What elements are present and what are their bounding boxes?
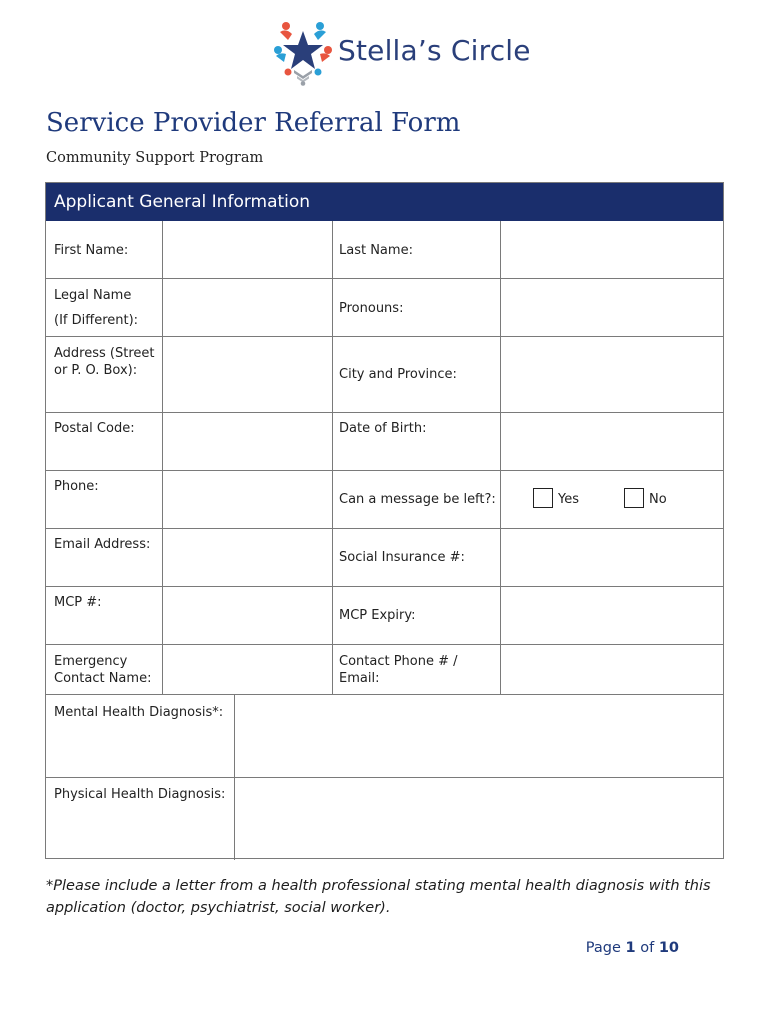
sin-input[interactable] (501, 529, 723, 586)
yes-checkbox[interactable] (533, 488, 553, 508)
brand-logo (272, 20, 531, 86)
legal-name-input[interactable] (163, 279, 332, 336)
column-divider (332, 221, 333, 694)
mcp-label: MCP #: (54, 595, 102, 610)
city-province-input[interactable] (501, 337, 723, 412)
date-of-birth-label: Date of Birth: (339, 421, 427, 436)
page-subtitle: Community Support Program (46, 150, 264, 166)
contact-phone-label-note: Email: (339, 671, 380, 686)
row-divider (46, 470, 723, 471)
footnote-line-2: application (doctor, psychiatrist, social worker). (46, 900, 391, 916)
first-name-input[interactable] (163, 222, 332, 278)
legal-name-label-note: (If Different): (54, 313, 139, 328)
emergency-contact-input[interactable] (163, 645, 332, 694)
postal-code-label: Postal Code: (54, 421, 135, 436)
city-province-label: City and Province: (339, 367, 457, 382)
applicant-form (45, 182, 724, 859)
mcp-input[interactable] (163, 587, 332, 644)
emergency-contact-label-note: Contact Name: (54, 671, 152, 686)
message-left-label: Can a message be left?: (339, 492, 496, 507)
address-input[interactable] (163, 337, 332, 412)
emergency-contact-label: Emergency (54, 654, 128, 669)
no-label: No (649, 492, 667, 507)
email-input[interactable] (163, 529, 332, 586)
last-name-input[interactable] (501, 222, 723, 278)
pronouns-input[interactable] (501, 279, 723, 336)
page-prefix: Page (585, 940, 626, 956)
phone-input[interactable] (163, 471, 332, 528)
physical-health-label: Physical Health Diagnosis: (54, 787, 226, 802)
section-header: Applicant General Information (46, 183, 723, 221)
footnote (46, 875, 736, 919)
mcp-expiry-input[interactable] (501, 587, 723, 644)
mental-health-label: Mental Health Diagnosis*: (54, 705, 224, 720)
first-name-label: First Name: (54, 243, 129, 258)
footnote-line-1: *Please include a letter from a health professional stating mental health diagnosis with this (46, 878, 711, 894)
physical-health-input[interactable] (235, 778, 723, 858)
page-title: Service Provider Referral Form (46, 108, 461, 138)
no-checkbox[interactable] (624, 488, 644, 508)
phone-label: Phone: (54, 479, 99, 494)
contact-phone-label: Contact Phone # / (339, 654, 458, 669)
yes-label: Yes (558, 492, 579, 507)
page-total: 10 (658, 940, 679, 956)
postal-code-input[interactable] (163, 413, 332, 470)
last-name-label: Last Name: (339, 243, 413, 258)
page-number (586, 940, 679, 956)
brand-name: Stella’s Circle (338, 34, 531, 67)
sin-label: Social Insurance #: (339, 550, 465, 565)
contact-phone-input[interactable] (501, 645, 723, 694)
address-label-note: or P. O. Box): (54, 363, 138, 378)
address-label: Address (Street (54, 346, 155, 361)
legal-name-label: Legal Name (54, 288, 132, 303)
email-label: Email Address: (54, 537, 151, 552)
mcp-expiry-label: MCP Expiry: (339, 608, 416, 623)
date-of-birth-input[interactable] (501, 413, 723, 470)
mental-health-input[interactable] (235, 695, 723, 777)
stellas-circle-logo-icon (272, 20, 334, 86)
page-current: 1 (625, 940, 636, 956)
pronouns-label: Pronouns: (339, 301, 404, 316)
page-of: of (635, 940, 659, 956)
